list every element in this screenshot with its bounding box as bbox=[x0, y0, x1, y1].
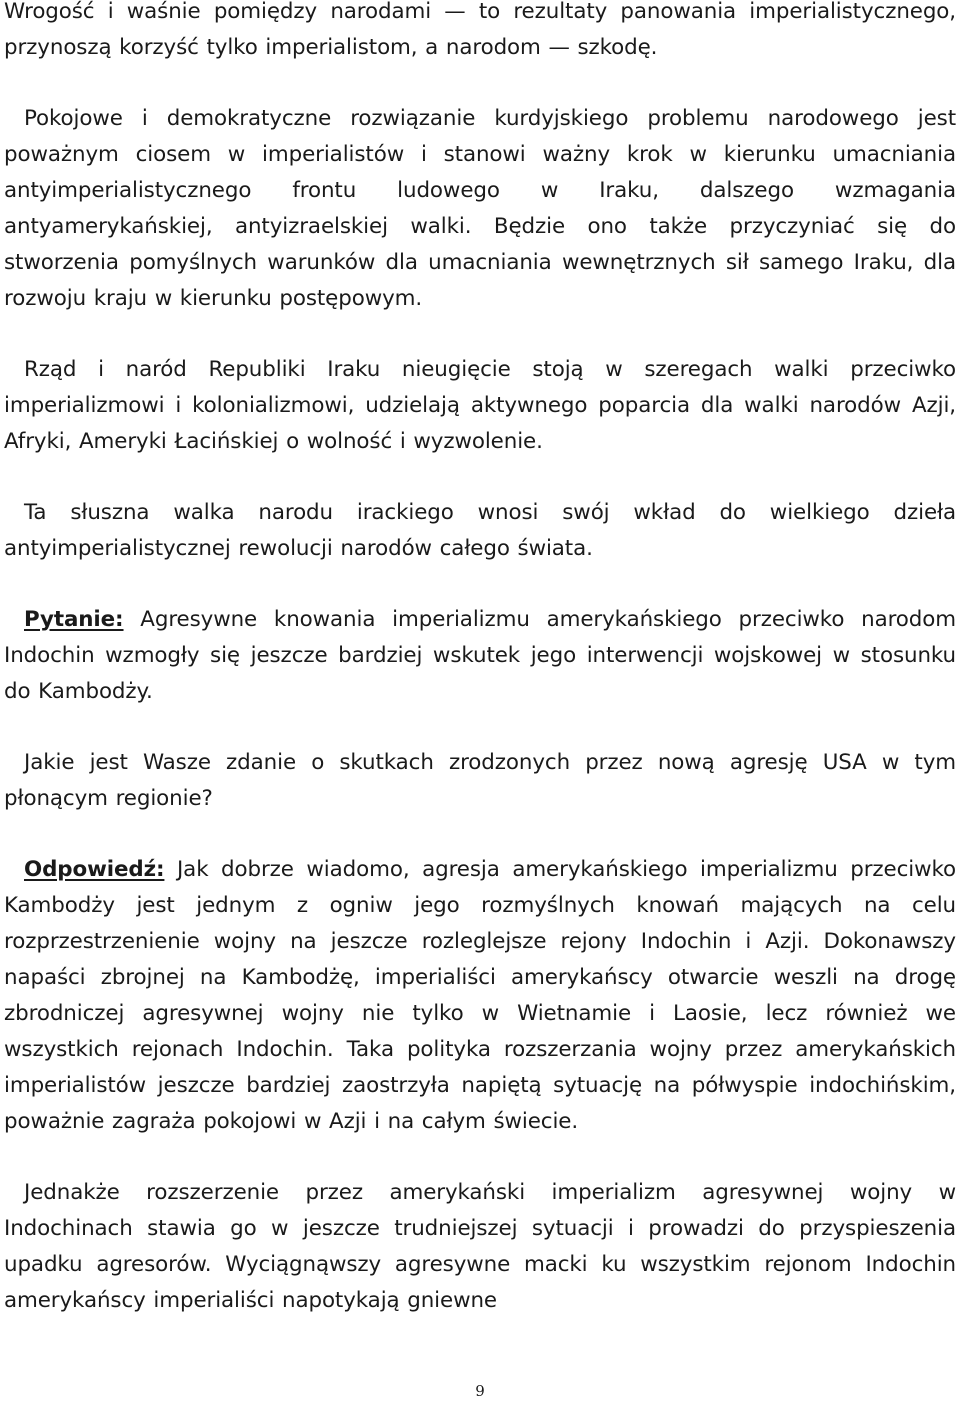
paragraph-8 bbox=[4, 1175, 956, 1319]
answer-paragraph bbox=[4, 852, 956, 1140]
paragraph-1 bbox=[4, 0, 956, 66]
page-number: 9 bbox=[475, 1382, 485, 1400]
document-page bbox=[4, 0, 956, 1319]
question-text: Agresywne knowania imperializmu amerykańskiego przeciwko narodom Indochin wzmogły się jeszcze bardziej wskutek jego interwencji wojskowej w stosunku do Kambodży. bbox=[4, 607, 956, 704]
paragraph-1-text: Wrogość i waśnie pomiędzy narodami — to rezultaty panowania imperialistycznego, przynoszą korzyść tylko imperialistom, a narodom — szkodę. bbox=[4, 0, 956, 60]
answer-label: Odpowiedź: bbox=[24, 857, 165, 882]
question-paragraph bbox=[4, 602, 956, 710]
answer-text: Jak dobrze wiadomo, agresja amerykańskiego imperializmu przeciwko Kambodży jest jednym z ogniw jego rozmyślnych knowań mających na celu rozprzestrzenienie wojny na jeszcze rozleglejsze rejony Indochin i Azji. Dokonawszy napaści zbrojnej na Kambodżę, imperialiści amerykańscy otwarcie weszli na drogę zbrodniczej agresywnej wojny nie tylko w Wietnamie i Laosie, lecz również we wszystkich rejonach Indochin. Taka polityka rozszerzania wojny przez amerykańskich imperialistów jeszcze bardziej zaostrzyła napiętą sytuację na półwyspie indochińskim, poważnie zagraża pokojowi w Azji i na całym świecie. bbox=[4, 857, 956, 1134]
paragraph-4-text: Ta słuszna walka narodu irackiego wnosi swój wkład do wielkiego dzieła antyimperialistycznej rewolucji narodów całego świata. bbox=[4, 500, 956, 561]
paragraph-3 bbox=[4, 352, 956, 460]
paragraph-2-text: Pokojowe i demokratyczne rozwiązanie kurdyjskiego problemu narodowego jest poważnym ciosem w imperialistów i stanowi ważny krok w kierunku umacniania antyimperialistycznego frontu ludowego w Iraku, dalszego wzmagania antyamerykańskiej, antyizraelskiej walki. Będzie ono także przyczyniać się do stworzenia pomyślnych warunków dla umacniania wewnętrznych sił samego Iraku, dla rozwoju kraju w kierunku postępowym. bbox=[4, 106, 956, 311]
question-followup-text: Jakie jest Wasze zdanie o skutkach zrodzonych przez nową agresję USA w tym płonącym regionie? bbox=[4, 750, 956, 811]
question-followup-paragraph bbox=[4, 745, 956, 817]
paragraph-3-text: Rząd i naród Republiki Iraku nieugięcie stoją w szeregach walki przeciwko imperializmowi i kolonializmowi, udzielają aktywnego poparcia dla walki narodów Azji, Afryki, Ameryki Łacińskiej o wolność i wyzwolenie. bbox=[4, 357, 956, 454]
paragraph-8-text: Jednakże rozszerzenie przez amerykański imperializm agresywnej wojny w Indochinach stawia go w jeszcze trudniejszej sytuacji i prowadzi do przyspieszenia upadku agresorów. Wyciągnąwszy agresywne macki ku wszystkim rejonom Indochin amerykańscy imperialiści napotykają gniewne bbox=[4, 1180, 956, 1313]
paragraph-2 bbox=[4, 101, 956, 317]
question-label: Pytanie: bbox=[24, 607, 124, 632]
paragraph-4 bbox=[4, 495, 956, 567]
